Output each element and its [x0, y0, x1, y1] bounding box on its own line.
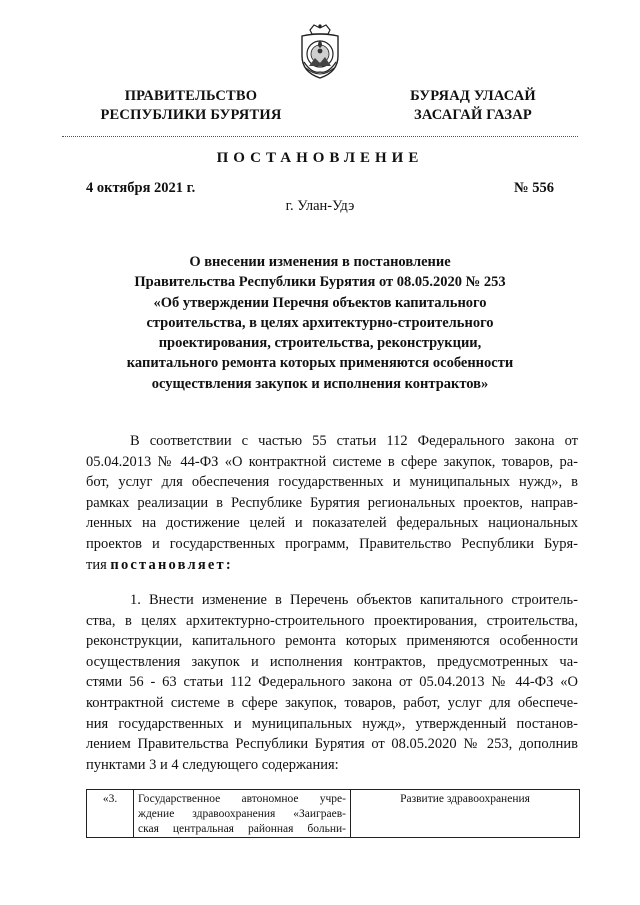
subject-line: строительства, в целях архитектурно-строительного — [146, 314, 494, 331]
government-name-line2: РЕСПУБЛИКИ БУРЯТИЯ — [100, 107, 282, 123]
coat-of-arms-emblem-icon — [296, 22, 344, 80]
document-city: г. Улан-Удэ — [285, 198, 355, 214]
paragraph-line: лением Правительства Республики Бурятия от 08.05.2020 № 253, дополнив — [86, 736, 578, 753]
paragraph-line: осуществления закупок и исполнения контрактов, предусмотренных ча- — [86, 653, 578, 670]
paragraph-line: рамках реализации в Республике Бурятия региональных проектов, направ- — [86, 494, 578, 511]
table-cell-number: «3. — [87, 790, 134, 838]
objects-table — [86, 789, 580, 838]
government-name-russian — [86, 87, 296, 125]
paragraph-line: проектов и государственных программ, Правительство Республики Буря- — [86, 535, 578, 552]
subject-line: осуществления закупок и исполнения контрактов» — [151, 375, 489, 392]
document-type-title: ПОСТАНОВЛЕНИЕ — [216, 150, 424, 166]
paragraph-line: 1. Внести изменение в Перечень объектов капитального строитель- — [130, 592, 578, 608]
paragraph-line: стями 56 - 63 статьи 112 Федерального закона от 05.04.2013 № 44-ФЗ «О — [86, 674, 578, 691]
paragraph-line: реконструкции, капитального ремонта которых применяются особенности — [86, 633, 578, 650]
paragraph-line: ния государственных и муниципальных нужд», утвержденный постанов- — [86, 715, 578, 732]
paragraph-line: 05.04.2013 № 44-ФЗ «О контрактной системе в сфере закупок, товаров, ра- — [86, 453, 578, 470]
paragraph-line: бот, услуг для обеспечения государственных и муниципальных нужд», в — [86, 474, 578, 491]
document-number: № 556 — [514, 180, 554, 196]
paragraph-line: пунктами 3 и 4 следующего содержания: — [86, 756, 339, 773]
government-name-buryat — [398, 87, 548, 125]
table-cell-project: Развитие здравоохранения — [351, 790, 580, 838]
resolves-word: постановляет: — [110, 556, 233, 573]
paragraph-line: ства, в целях архитектурно-строительного проектирования, строительства, — [86, 612, 578, 629]
header-divider — [62, 136, 578, 137]
government-name-buryat-line1: БУРЯАД УЛАСАЙ — [410, 88, 536, 104]
paragraph-line: контрактной системе в сфере закупок, товаров, работ, услуг для обеспече- — [86, 694, 578, 711]
subject-line: проектирования, строительства, реконструкции, — [158, 335, 482, 352]
paragraph-line: В соответствии с частью 55 статьи 112 Федерального закона от — [130, 433, 578, 449]
organization-line: Государственное автономное учре- — [138, 793, 346, 805]
paragraph-line-last — [86, 555, 578, 576]
organization-line: ская центральная районная больни- — [138, 823, 346, 835]
paragraph-last-prefix: тия — [86, 556, 107, 573]
table-cell-organization — [134, 790, 351, 838]
government-name-line1: ПРАВИТЕЛЬСТВО — [124, 88, 258, 104]
document-date: 4 октября 2021 г. — [86, 180, 196, 196]
preamble-paragraph — [86, 431, 578, 575]
subject-line: О внесении изменения в постановление — [189, 254, 451, 270]
government-name-buryat-line2: ЗАСАГАЙ ГАЗАР — [414, 107, 532, 123]
subject-line: капитального ремонта которых применяются особенности — [126, 355, 514, 372]
subject-line: Правительства Республики Бурятия от 08.05.2020 № 253 — [134, 274, 506, 291]
clause-1-paragraph — [86, 590, 578, 775]
document-subject — [120, 252, 520, 394]
table-row — [87, 790, 580, 838]
paragraph-line: ленных на достижение целей и показателей федеральных национальных — [86, 515, 578, 532]
organization-line: ждение здравоохранения «Заиграев- — [138, 808, 346, 820]
subject-line: «Об утверждении Перечня объектов капитального — [153, 294, 487, 311]
